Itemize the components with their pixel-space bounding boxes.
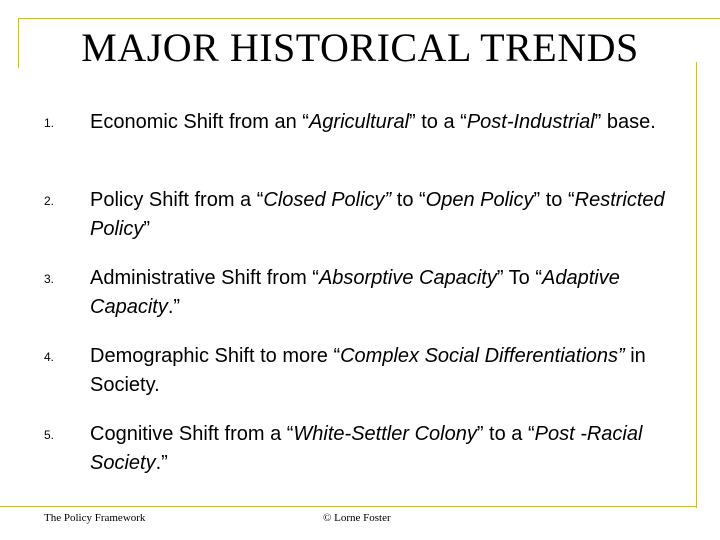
trend-list (44, 108, 684, 498)
text-segment: Open Policy (425, 189, 534, 211)
list-item (44, 108, 684, 186)
item-number: 5. (44, 428, 55, 442)
item-text (90, 108, 686, 137)
frame-line-bottom (0, 506, 696, 507)
text-segment: Restricted Policy (90, 189, 665, 240)
item-text (90, 186, 686, 244)
text-segment: ” base. (594, 111, 656, 133)
text-segment: White-Settler Colony (293, 423, 477, 445)
text-segment: Adaptive Capacity (90, 267, 620, 318)
text-segment: to “ (391, 189, 426, 211)
item-number: 3. (44, 272, 55, 286)
text-segment: ” to a “ (476, 423, 535, 445)
list-item (44, 420, 684, 498)
footer-copyright: © Lorne Foster (323, 512, 391, 524)
item-number: 2. (44, 194, 55, 208)
list-item (44, 264, 684, 342)
item-number: 1. (44, 116, 55, 130)
frame-line-right (696, 62, 697, 508)
text-segment: Economic Shift from an “ (90, 111, 309, 133)
text-segment: ” to a “ (409, 111, 467, 133)
text-segment: Post -Racial Society (90, 423, 643, 474)
list-item (44, 342, 684, 420)
text-segment: Agricultural (308, 111, 410, 133)
text-segment: Policy Shift from a “ (90, 189, 264, 211)
text-segment: .” (167, 296, 181, 318)
text-segment: .” (155, 452, 168, 474)
text-segment: Demographic Shift to more “ (90, 345, 341, 367)
text-segment: Complex Social Differentiations” (340, 345, 625, 367)
item-text (90, 420, 686, 478)
text-segment: Closed Policy” (263, 189, 392, 211)
text-segment: Post-Industrial (466, 111, 595, 133)
text-segment: Administrative Shift from “ (90, 267, 319, 289)
footer-title: The Policy Framework (44, 512, 146, 524)
text-segment: Cognitive Shift from a “ (90, 423, 294, 445)
text-segment: ” (143, 218, 151, 240)
text-segment: ” To “ (496, 267, 543, 289)
item-number: 4. (44, 350, 55, 364)
list-item (44, 186, 684, 264)
text-segment: in Society. (90, 345, 646, 396)
text-segment: Absorptive Capacity (318, 267, 497, 289)
text-segment: ” to “ (533, 189, 575, 211)
item-text (90, 342, 686, 400)
slide-title: MAJOR HISTORICAL TRENDS (81, 25, 639, 70)
item-text (90, 264, 686, 322)
frame-line-top (18, 18, 720, 19)
